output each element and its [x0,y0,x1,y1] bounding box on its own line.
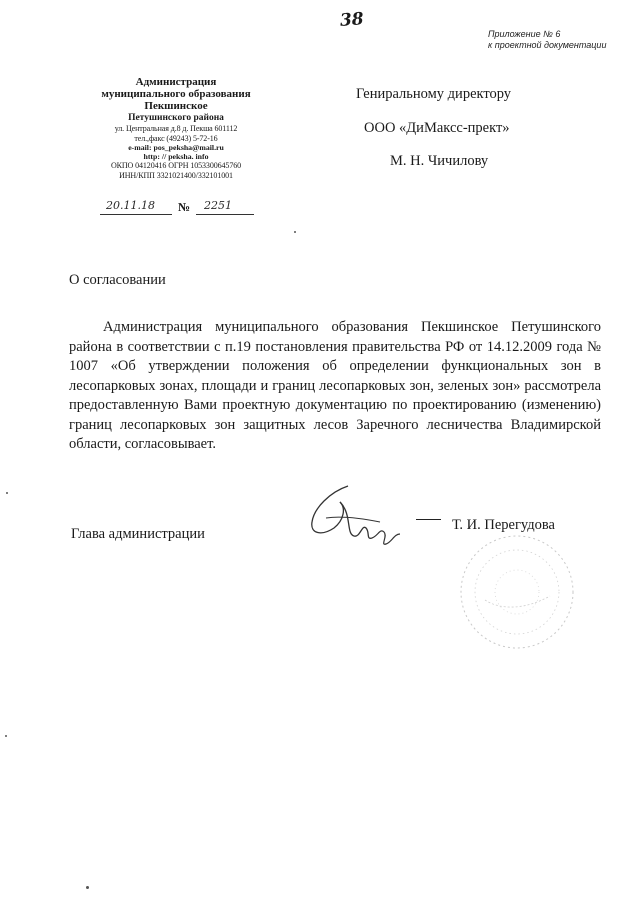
official-stamp [455,530,580,655]
letterhead-org-line-2: муниципального образования [101,88,251,100]
letterhead-org-line-3: Пекшинское [144,100,208,112]
scan-speck [86,886,89,889]
outgoing-date: 20.11.18 [106,199,155,212]
appendix-line-1: Приложение № 6 [488,29,561,39]
letterhead-address: ул. Центральная д.8 д. Пекша 601112 [114,124,238,133]
addressee-position: Гениральному директору [356,86,512,102]
letterhead-phone: тел.,факс (49243) 5-72-16 [134,133,218,143]
number-label: № [178,200,191,214]
addressee-company: ООО «ДиМаксс-прект» [364,120,510,136]
letterhead-web: http: // peksha. info [143,152,209,161]
page-number: 38 [339,9,365,31]
letterhead-org-line-1: Администрация [135,76,217,88]
outgoing-number: 2251 [204,199,232,212]
signatory-name: Т. И. Перегудова [452,517,555,533]
letterhead-district: Петушинского района [128,113,224,123]
outgoing-reference [100,200,260,218]
subject-line: О согласовании [69,272,166,288]
letterhead-okpo: ОКПО 04120416 ОГРН 1053300645760 [110,161,242,170]
handwritten-signature [300,478,410,553]
scan-speck [5,735,7,737]
appendix-line-2: к проектной документации [488,40,607,50]
signature-dash [416,519,441,520]
letterhead-email: e-mail: pos_peksha@mail.ru [128,143,224,152]
letterhead-inn: ИНН/КПП 3321021400/332101001 [119,170,233,180]
appendix-note [488,29,606,51]
addressee-name: М. Н. Чичилову [390,153,489,169]
signatory-role: Глава администрации [71,526,205,542]
scan-speck [294,231,296,233]
letter-body: Администрация муниципального образования Пекшинское Петушинского района в соответствии с п.19 постановления правительства РФ от 14.12.2009 года № 1007 «Об утверждении положения об определении функциональных зон в лесопарковых зонах, площади и границ лесопарковых зон, зеленых зон» рассмотрела предоставленную Вами проектную документацию по проектированию (изменению) границ лесопарковых зон защитных лесов Заречного лесничества Владимирской области, согласовывает. [69,319,601,452]
letterhead [70,76,282,180]
scan-speck [6,492,8,494]
